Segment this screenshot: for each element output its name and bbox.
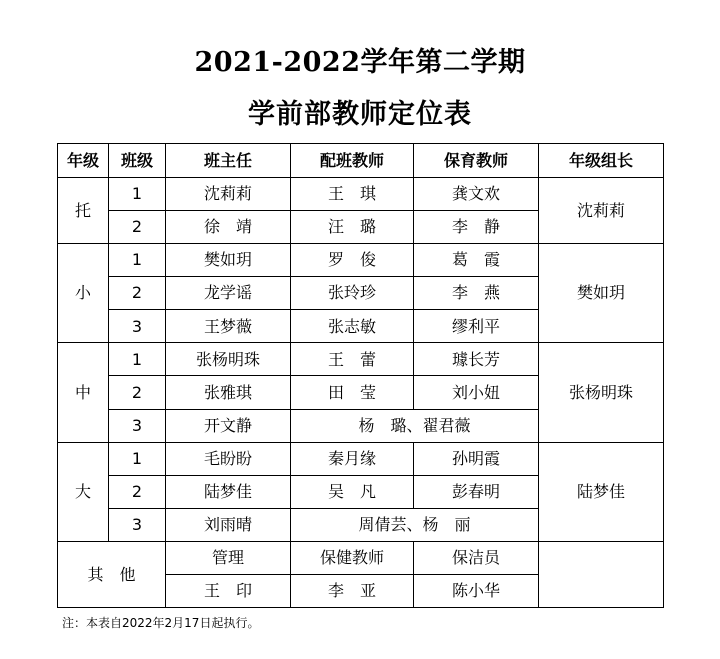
class-cell: 1 (109, 343, 166, 376)
head-teacher-cell: 徐 靖 (166, 211, 291, 244)
care-teacher-cell: 李 燕 (414, 277, 539, 310)
table-row (58, 343, 664, 376)
table-row (58, 442, 664, 475)
care-teacher-cell: 刘小妞 (414, 376, 539, 409)
assistant-teacher-cell: 秦月缘 (291, 442, 414, 475)
assistant-care-merged-cell: 杨 璐、翟君薇 (291, 409, 539, 442)
care-teacher-cell: 璩长芳 (414, 343, 539, 376)
head-teacher-cell: 张雅琪 (166, 376, 291, 409)
teacher-assignment-table (57, 143, 664, 608)
header-care-teacher: 保育教师 (414, 144, 539, 178)
class-cell: 3 (109, 508, 166, 541)
other-label-cell: 其 他 (58, 541, 166, 607)
table-row (58, 244, 664, 277)
grade-cell: 小 (58, 244, 109, 343)
head-teacher-cell: 王梦薇 (166, 310, 291, 343)
grade-cell: 托 (58, 178, 109, 244)
grade-cell: 中 (58, 343, 109, 442)
header-class: 班级 (109, 144, 166, 178)
other-name-cell: 王 印 (166, 574, 291, 607)
footnote: 注：本表自2022年2月17日起执行。 (62, 616, 260, 630)
assistant-teacher-cell: 王 琪 (291, 178, 414, 211)
other-name-cell: 李 亚 (291, 574, 414, 607)
head-teacher-cell: 陆梦佳 (166, 475, 291, 508)
care-teacher-cell: 李 静 (414, 211, 539, 244)
title-year-term: 2021-2022学年第二学期 (194, 47, 526, 78)
other-name-cell: 陈小华 (414, 574, 539, 607)
care-teacher-cell: 孙明霞 (414, 442, 539, 475)
head-teacher-cell: 沈莉莉 (166, 178, 291, 211)
class-cell: 2 (109, 277, 166, 310)
assistant-teacher-cell: 罗 俊 (291, 244, 414, 277)
other-role-cell: 管理 (166, 541, 291, 574)
head-teacher-cell: 樊如玥 (166, 244, 291, 277)
care-teacher-cell: 葛 霞 (414, 244, 539, 277)
grade-leader-cell: 樊如玥 (539, 244, 664, 343)
grade-leader-cell: 陆梦佳 (539, 442, 664, 541)
grade-cell: 大 (58, 442, 109, 541)
assistant-teacher-cell: 张玲珍 (291, 277, 414, 310)
class-cell: 1 (109, 244, 166, 277)
header-head-teacher: 班主任 (166, 144, 291, 178)
care-teacher-cell: 龚文欢 (414, 178, 539, 211)
assistant-teacher-cell: 张志敏 (291, 310, 414, 343)
header-assistant-teacher: 配班教师 (291, 144, 414, 178)
care-teacher-cell: 缪利平 (414, 310, 539, 343)
other-empty-cell (539, 541, 664, 607)
care-teacher-cell: 彭春明 (414, 475, 539, 508)
header-row (58, 144, 664, 178)
other-role-cell: 保洁员 (414, 541, 539, 574)
class-cell: 3 (109, 310, 166, 343)
table-row-other-roles (58, 541, 664, 574)
class-cell: 2 (109, 211, 166, 244)
class-cell: 1 (109, 178, 166, 211)
head-teacher-cell: 张杨明珠 (166, 343, 291, 376)
grade-leader-cell: 张杨明珠 (539, 343, 664, 442)
assistant-teacher-cell: 吴 凡 (291, 475, 414, 508)
head-teacher-cell: 刘雨晴 (166, 508, 291, 541)
assistant-teacher-cell: 汪 璐 (291, 211, 414, 244)
class-cell: 2 (109, 475, 166, 508)
other-role-cell: 保健教师 (291, 541, 414, 574)
title-table-name: 学前部教师定位表 (248, 99, 472, 130)
class-cell: 2 (109, 376, 166, 409)
head-teacher-cell: 开文静 (166, 409, 291, 442)
class-cell: 1 (109, 442, 166, 475)
head-teacher-cell: 龙学谣 (166, 277, 291, 310)
assistant-teacher-cell: 王 蕾 (291, 343, 414, 376)
table-row (58, 178, 664, 211)
class-cell: 3 (109, 409, 166, 442)
header-grade-leader: 年级组长 (539, 144, 664, 178)
head-teacher-cell: 毛盼盼 (166, 442, 291, 475)
header-grade: 年级 (58, 144, 109, 178)
assistant-teacher-cell: 田 莹 (291, 376, 414, 409)
grade-leader-cell: 沈莉莉 (539, 178, 664, 244)
assistant-care-merged-cell: 周倩芸、杨 丽 (291, 508, 539, 541)
